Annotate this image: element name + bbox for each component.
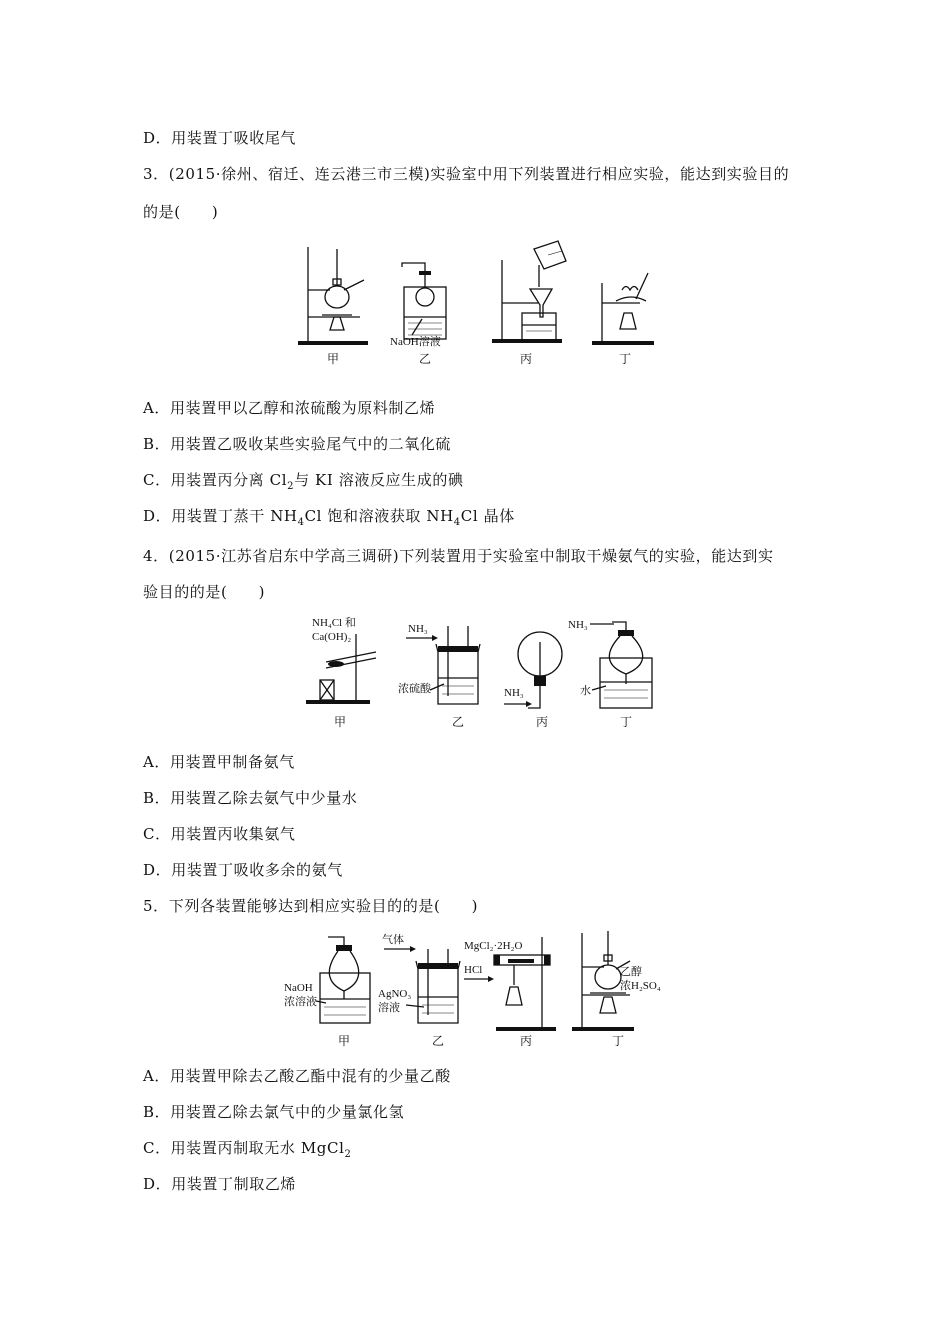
caption-yi: 乙 [419, 352, 432, 366]
apparatus-yi [390, 263, 446, 348]
apparatus-jia [298, 247, 368, 345]
q4-option-d: D．用装置丁吸收多余的氨气 [143, 861, 343, 879]
apparatus-jia [284, 937, 370, 1023]
caption-bing: 丙 [520, 352, 533, 366]
apparatus-ding [592, 273, 654, 345]
q5-option-c: C．用装置丙制取无水 MgCl$_2$ [143, 1139, 352, 1160]
apparatus-yi [398, 623, 480, 704]
caption-jia: 甲 [338, 1034, 351, 1048]
label-conc-h2so4: 浓H₂SO₄ [620, 980, 661, 992]
apparatus-ding [568, 619, 652, 708]
label-water: 水 [580, 685, 591, 697]
q4-stem-line1: 4．(2015·江苏省启东中学高三调研)下列装置用于实验室中制取干燥氨气的实验，能达到实 [143, 547, 774, 565]
q3-option-b: B．用装置乙吸收某些实验尾气中的二氧化硫 [143, 435, 452, 453]
label-nh3-in: NH₃ [408, 623, 428, 635]
q5-option-b: B．用装置乙除去氯气中的少量氯化氢 [143, 1103, 405, 1121]
label-ethanol: 乙醇 [620, 966, 642, 978]
q5-stem: 5．下列各装置能够达到相应实验目的的是( ) [143, 897, 479, 915]
label-nh3-ding: NH₃ [568, 619, 588, 631]
caption-jia: 甲 [327, 352, 340, 366]
label-agno3: AgNO₃ [378, 988, 412, 1000]
label-naoh-solution: NaOH溶液 [390, 336, 441, 348]
figure-q3 [290, 235, 670, 370]
apparatus-bing [492, 241, 566, 343]
figure-q4 [300, 612, 670, 732]
caption-yi: 乙 [432, 1034, 445, 1048]
q4-stem-line2: 验目的的是( ) [143, 583, 266, 601]
caption-ding: 丁 [612, 1034, 625, 1048]
caption-bing: 丙 [536, 715, 549, 729]
label-conc-h2so4: 浓硫酸 [398, 683, 431, 695]
q5-option-d: D．用装置丁制取乙烯 [143, 1175, 297, 1193]
caption-jia: 甲 [334, 715, 347, 729]
caption-bing: 丙 [520, 1034, 533, 1048]
figure-q5 [280, 925, 680, 1050]
label-conc-solution: 浓溶液 [284, 996, 317, 1008]
caption-ding: 丁 [619, 352, 632, 366]
apparatus-bing [464, 937, 556, 1031]
caption-yi: 乙 [452, 715, 465, 729]
label-gas: 气体 [382, 934, 404, 946]
label-nh3-bottom: NH₃ [504, 687, 524, 699]
q3-stem-line2: 的是( ) [143, 203, 219, 221]
q4-option-a: A．用装置甲制备氨气 [143, 753, 295, 771]
q3-stem-line1: 3．(2015·徐州、宿迁、连云港三市三模)实验室中用下列装置进行相应实验，能达到实验目的 [143, 165, 790, 183]
apparatus-jia [306, 616, 376, 704]
label-mgcl2: MgCl₂·2H₂O [464, 940, 523, 952]
q3-option-a: A．用装置甲以乙醇和浓硫酸为原料制乙烯 [143, 399, 436, 417]
q5-option-a: A．用装置甲除去乙酸乙酯中混有的少量乙酸 [143, 1067, 451, 1085]
caption-ding: 丁 [620, 715, 633, 729]
apparatus-ding [572, 931, 661, 1031]
label-caoh2: Ca(OH)₂ [312, 631, 352, 643]
label-hcl: HCl [464, 964, 483, 976]
q3-option-c: C．用装置丙分离 $Cl_2$与 KI 溶液反应生成的碘 [143, 471, 464, 492]
q2-option-d: D．用装置丁吸收尾气 [143, 129, 297, 147]
apparatus-yi [378, 932, 460, 1023]
apparatus-bing [504, 632, 562, 708]
q4-option-b: B．用装置乙除去氨气中少量水 [143, 789, 358, 807]
label-nh4cl: NH₄Cl 和 [312, 617, 356, 629]
label-solution: 溶液 [378, 1002, 400, 1014]
q3-option-d: D．用装置丁蒸干 $NH_4Cl$ 饱和溶液获取 $NH_4Cl$ 晶体 [143, 507, 515, 528]
label-naoh: NaOH [284, 982, 313, 994]
q4-option-c: C．用装置丙收集氨气 [143, 825, 296, 843]
